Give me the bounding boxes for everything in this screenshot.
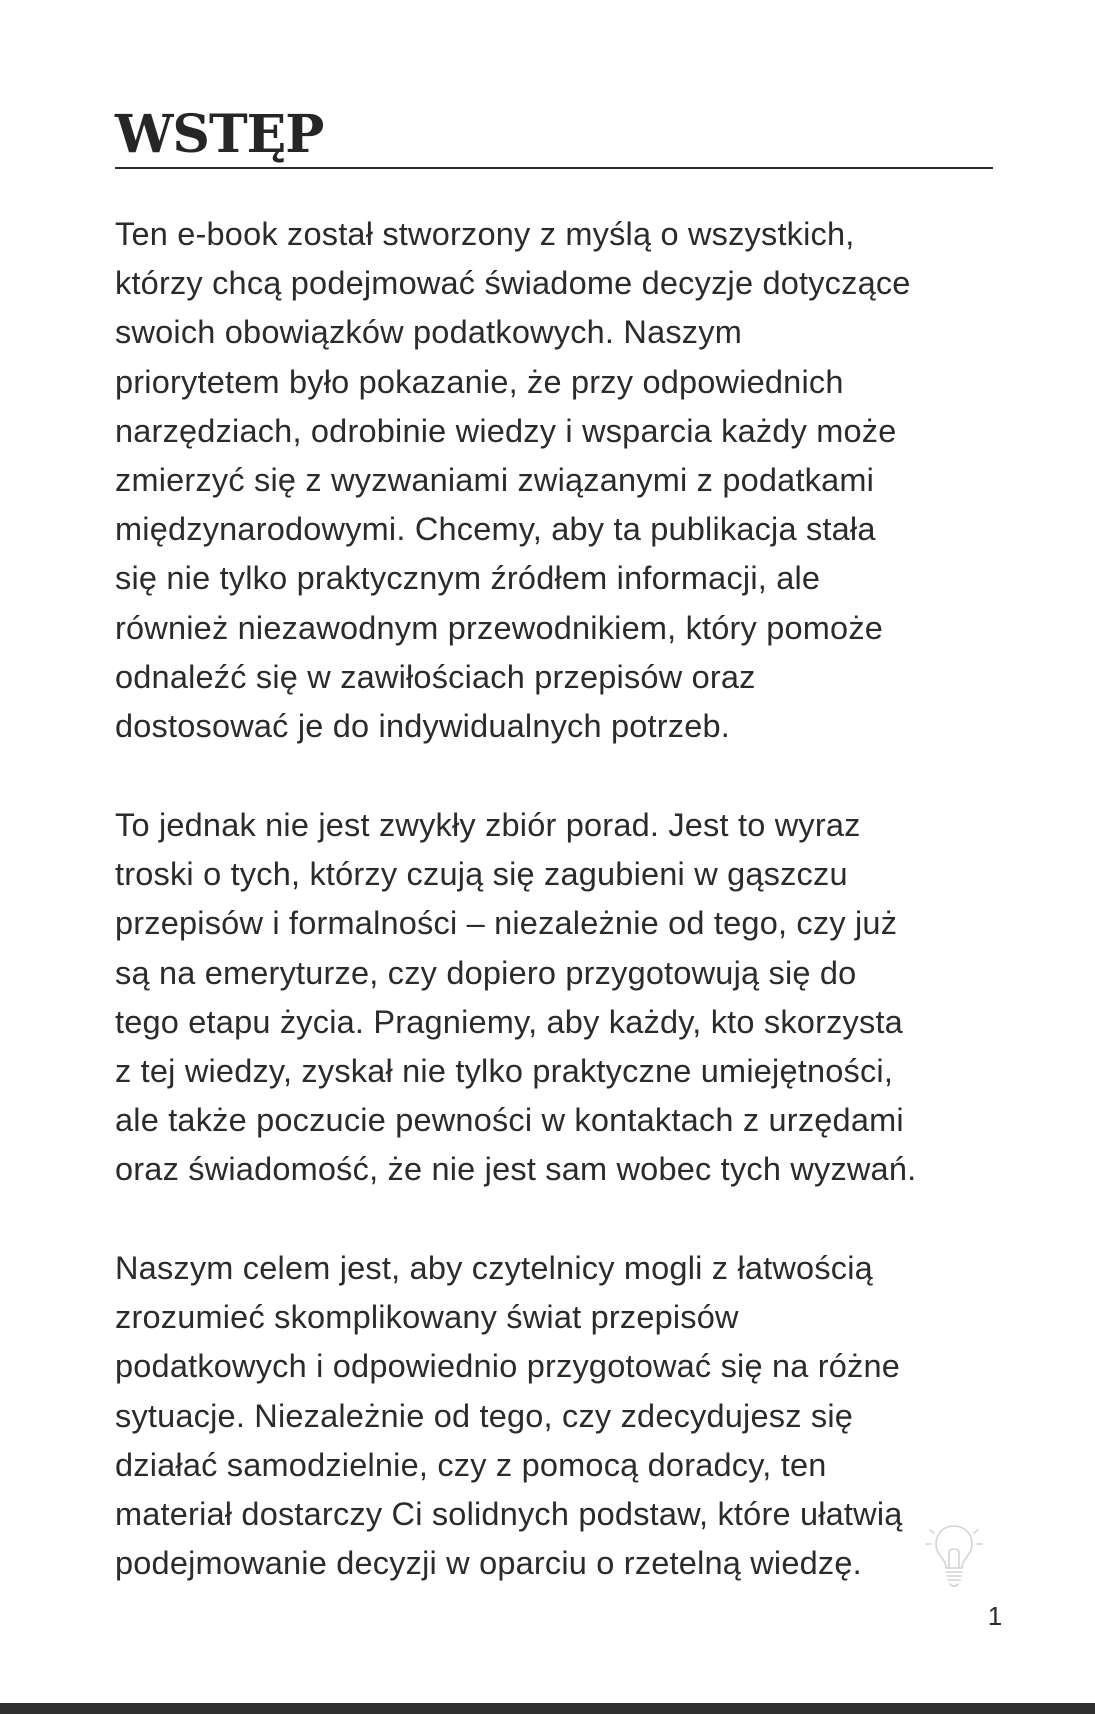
- paragraph-3: Naszym celem jest, aby czytelnicy mogli z łatwością zrozumieć skomplikowany świat przepisów podatkowych i odpowiednio przygotować się na różne sytuacje. Niezależnie od tego, czy zdecydujesz się działać samodzielnie, czy z pomocą doradcy, ten materiał dostarczy Ci solidnych podstaw, które ułatwią podejmowanie decyzji w oparciu o rzetelną wiedzę.: [115, 1250, 903, 1582]
- lightbulb-icon: [922, 1522, 986, 1590]
- paragraph-2: To jednak nie jest zwykły zbiór porad. Jest to wyraz troski o tych, którzy czują się zagubieni w gąszczu przepisów i formalności – niezależnie od tego, czy już są na emeryturze, czy dopiero przygotowują się do tego etapu życia. Pragniemy, aby każdy, kto skorzysta z tej wiedzy, zyskał nie tylko praktyczne umiejętności, ale także poczucie pewności w kontaktach z urzędami oraz świadomość, że nie jest sam wobec tych wyzwań.: [115, 807, 917, 1188]
- paragraph-1: Ten e-book został stworzony z myślą o wszystkich, którzy chcą podejmować świadome decyzje dotyczące swoich obowiązków podatkowych. Naszym priorytetem było pokazanie, że przy odpowiednich narzędziach, odrobinie wiedzy i wsparcia każdy może zmierzyć się z wyzwaniami związanymi z podatkami międzynarodowymi. Chcemy, aby ta publikacja stała się nie tylko praktycznym źródłem informacji, ale również niezawodnym przewodnikiem, który pomoże odnaleźć się w zawiłościach przepisów oraz dostosować je do indywidualnych potrzeb.: [115, 216, 911, 745]
- page-title: WSTĘP: [115, 104, 324, 165]
- page-number: 1: [987, 1601, 1003, 1631]
- bottom-edge-bar: [0, 1703, 1095, 1714]
- title-underline-divider: [115, 167, 993, 169]
